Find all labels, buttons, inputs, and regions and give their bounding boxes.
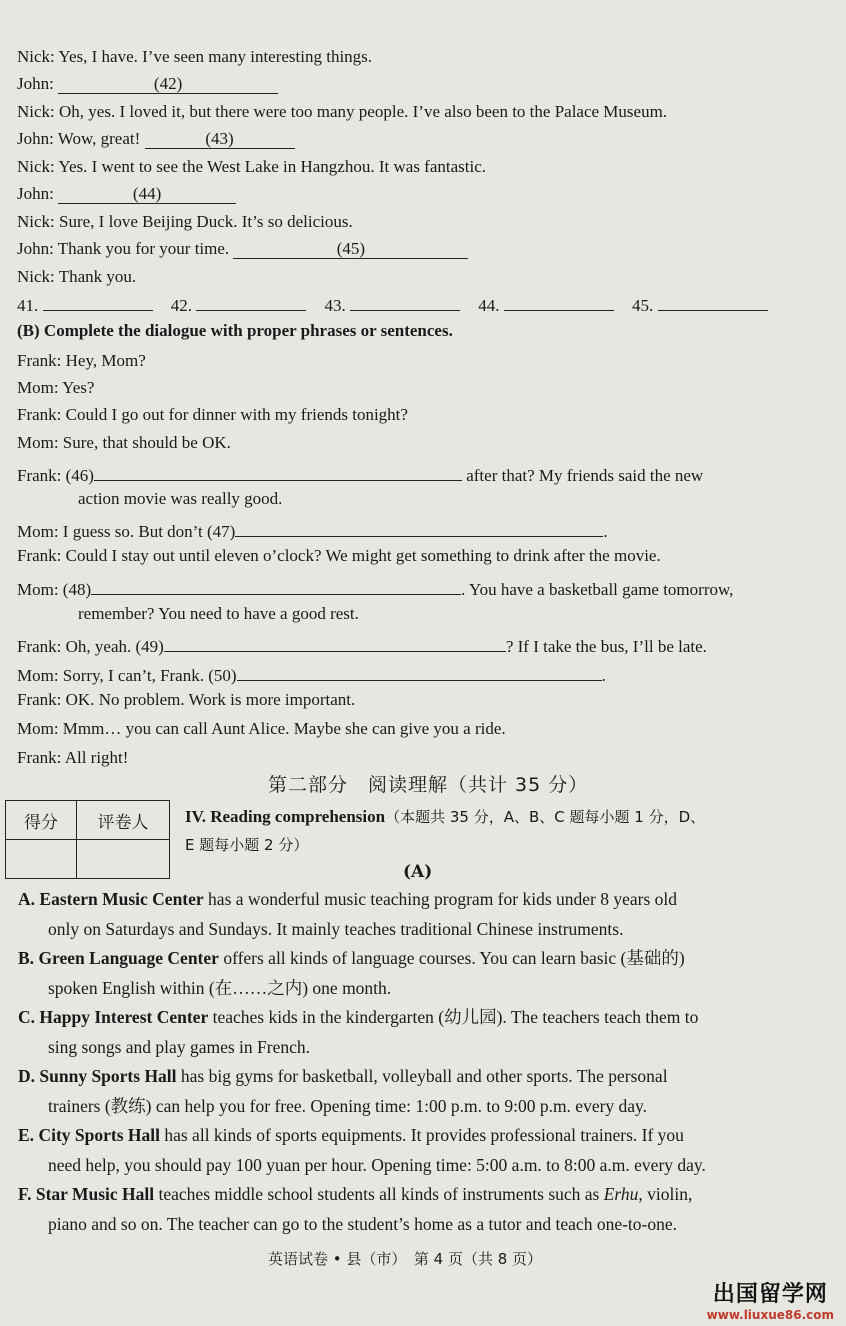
blank-42[interactable]: (42) bbox=[58, 73, 278, 94]
dialogue-line: Frank: OK. No problem. Work is more important. bbox=[17, 690, 356, 709]
dialogue-line: John: Thank you for your time. (45) bbox=[17, 238, 468, 260]
list-item: B. Green Language Center offers all kinds of language courses. You can learn basic (基础的) spoken English within (在……之内) one month. bbox=[18, 948, 685, 998]
answer-blank-42[interactable] bbox=[196, 292, 306, 311]
blank-50[interactable] bbox=[237, 660, 602, 681]
dialogue-line: Mom: Sure, that should be OK. bbox=[17, 433, 231, 452]
dialogue-line: Frank: Could I go out for dinner with my friends tonight? bbox=[17, 405, 408, 424]
blank-46[interactable] bbox=[94, 460, 462, 481]
page-footer: 英语试卷 • 县（市） 第 4 页（共 8 页） bbox=[268, 1250, 543, 1268]
list-item: F. Star Music Hall teaches middle school students all kinds of instruments such as Erhu, violin, piano and so on. The teacher can go to the student’s home as a tutor and teach one-to-one. bbox=[18, 1184, 693, 1234]
answer-row: 41. 42. 43. 44. 45. bbox=[17, 292, 807, 317]
blank-49[interactable] bbox=[164, 631, 506, 652]
dialogue-line: Nick: Yes. I went to see the West Lake in Hangzhou. It was fantastic. bbox=[17, 157, 487, 176]
answer-blank-45[interactable] bbox=[658, 292, 768, 311]
dialogue-line: Frank: (46) after that? My friends said the new bbox=[17, 460, 703, 487]
answer-blank-41[interactable] bbox=[43, 292, 153, 311]
dialogue-line: Nick: Sure, I love Beijing Duck. It’s so delicious. bbox=[17, 212, 353, 231]
blank-45[interactable]: (45) bbox=[233, 238, 468, 259]
blank-44[interactable]: (44) bbox=[58, 183, 236, 204]
part2-title: 第二部分 阅读理解（共计 35 分） bbox=[268, 774, 589, 796]
list-item: A. Eastern Music Center has a wonderful music teaching program for kids under 8 years old only on Saturdays and Sundays. It mainly teaches traditional Chinese instruments. bbox=[18, 889, 678, 939]
dialogue-line: John: (44) bbox=[17, 183, 236, 205]
answer-blank-44[interactable] bbox=[504, 292, 614, 311]
answer-blank-43[interactable] bbox=[350, 292, 460, 311]
dialogue-line: Frank: Hey, Mom? bbox=[17, 351, 146, 370]
dialogue-line: remember? You need to have a good rest. bbox=[78, 604, 359, 623]
dialogue-line: Nick: Yes, I have. I’ve seen many interesting things. bbox=[17, 47, 373, 66]
list-item: D. Sunny Sports Hall has big gyms for basketball, volleyball and other sports. The personal trainers (教练) can help you for free. Opening time: 1:00 p.m. to 9:00 p.m. every day. bbox=[18, 1066, 668, 1116]
blank-43[interactable]: (43) bbox=[145, 128, 295, 149]
grader-label: 评卷人 bbox=[77, 801, 170, 840]
score-table bbox=[5, 800, 170, 879]
dialogue-line: action movie was really good. bbox=[78, 489, 283, 508]
dialogue-line: Frank: Could I stay out until eleven o’clock? We might get something to drink after the movie. bbox=[17, 546, 661, 565]
watermark-logo: 出国留学网 www.liuxue86.com bbox=[706, 1282, 834, 1322]
list-item: E. City Sports Hall has all kinds of sports equipments. It provides professional trainers. If you need help, you should pay 100 yuan per hour. Opening time: 5:00 a.m. to 8:00 a.m. every day. bbox=[18, 1125, 706, 1175]
reading-instructions: IV. Reading comprehension（本题共 35 分，A、B、C 题每小题 1 分，D、 E 题每小题 2 分） bbox=[185, 807, 706, 854]
blank-47[interactable] bbox=[235, 516, 603, 537]
section-a-label: (A) bbox=[403, 862, 433, 882]
blank-48[interactable] bbox=[91, 574, 461, 595]
dialogue-line: Mom: Mmm… you can call Aunt Alice. Maybe she can give you a ride. bbox=[17, 719, 506, 738]
dialogue-line: Mom: I guess so. But don’t (47) . bbox=[17, 516, 608, 543]
dialogue-line: Mom: Sorry, I can’t, Frank. (50) . bbox=[17, 660, 606, 687]
score-cell[interactable] bbox=[6, 840, 77, 879]
partb-heading: (B) Complete the dialogue with proper phrases or sentences. bbox=[17, 321, 453, 340]
dialogue-line: Frank: All right! bbox=[17, 748, 129, 767]
dialogue-line: Mom: Yes? bbox=[17, 378, 95, 397]
dialogue-line: Frank: Oh, yeah. (49) ? If I take the bus, I’ll be late. bbox=[17, 631, 707, 658]
score-label: 得分 bbox=[6, 801, 77, 840]
dialogue-line: John: (42) bbox=[17, 73, 278, 95]
dialogue-line: Mom: (48) . You have a basketball game tomorrow, bbox=[17, 574, 733, 601]
grader-cell[interactable] bbox=[77, 840, 170, 879]
list-item: C. Happy Interest Center teaches kids in the kindergarten (幼儿园). The teachers teach them to sing songs and play games in French. bbox=[18, 1007, 699, 1057]
dialogue-line: Nick: Thank you. bbox=[17, 267, 137, 286]
dialogue-line: John: Wow, great! (43) bbox=[17, 128, 295, 150]
dialogue-line: Nick: Oh, yes. I loved it, but there were too many people. I’ve also been to the Palace Museum. bbox=[17, 102, 668, 121]
